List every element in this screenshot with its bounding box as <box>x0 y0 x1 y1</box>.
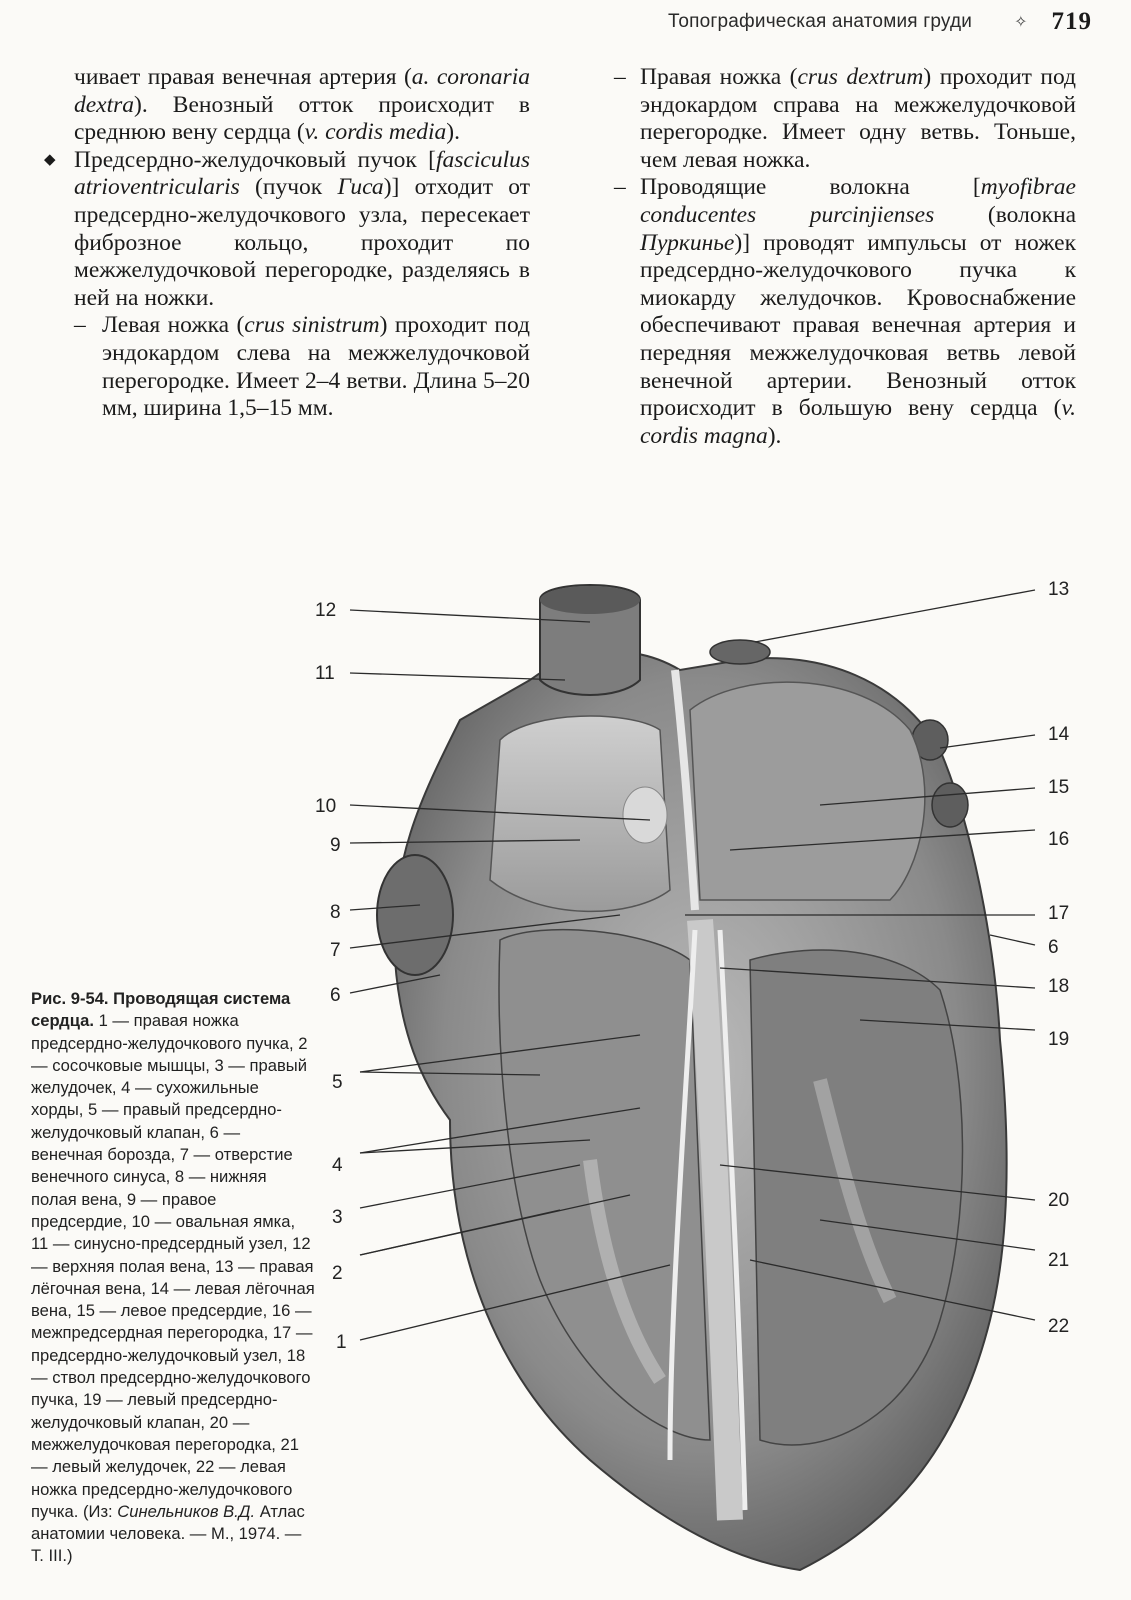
diamond-bullet-icon: ◆ <box>44 151 56 168</box>
dash-mark: – <box>614 174 626 201</box>
label-left: 8 <box>330 902 341 923</box>
caption-title: Рис. 9-54. Проводящая система сердца. <box>31 989 291 1031</box>
label-right: 14 <box>1048 724 1070 745</box>
label-left: 5 <box>332 1072 343 1093</box>
label-left: 1 <box>336 1332 347 1353</box>
inferior-vena-cava <box>377 855 453 975</box>
caption-body: 1 — правая ножка предсердно-желудочкового пучка, 2 — сосочковые мышцы, 3 — правый желудочек, 4 — сухожильные хорды, 5 — правый предсердно-желудочковый клапан, 6 — венечная борозда, 7 — отверстие венечного синуса, 8 — нижняя полая вена, 9 — правое предсердие, 10 — овальная ямка, 11 — синусно-предсердный узел, 12 — верхняя полая вена, 13 — правая лёгочная вена, 14 — левая лёгочная вена, 15 — левое предсердие, 16 — межпредсердная перегородка, 17 — предсердно-желудочковый узел, 18 — ствол предсердно-желудочкового пучка, 19 — левый предсердно-желудочковый клапан, 20 — межжелудочковая перегородка, 21 — левый желудочек, 22 — левая ножка предсердно-желудочкового пучка. (Из: Синельников В.Д. Атлас анатомии человека. — М., 1974. — Т. III.) <box>31 1011 315 1566</box>
dash-mark: – <box>74 312 86 339</box>
left-text-column <box>44 64 531 423</box>
label-right: 15 <box>1048 777 1070 798</box>
label-left: 12 <box>315 600 337 621</box>
label-right: 18 <box>1048 976 1070 997</box>
fossa-ovalis <box>623 787 667 843</box>
dash-text: Правая ножка (crus dextrum) проходит под эндокардом справа на межжелудочковой перегородке. Имеет одну ветвь. Тоньше, чем левая ножка. <box>640 64 1076 173</box>
running-header <box>612 4 1092 40</box>
label-left: 11 <box>315 663 335 684</box>
dash-paragraph <box>74 312 530 422</box>
running-title: Топографическая анатомия груди <box>668 11 973 32</box>
label-left: 3 <box>332 1207 343 1228</box>
figure-caption <box>31 988 315 1568</box>
label-right: 16 <box>1048 829 1070 850</box>
left-atrium <box>690 682 925 900</box>
page-number: 719 <box>1051 8 1092 35</box>
dash-text: Проводящие волокна [myofibrae conducentes purcinjienses (волокна Пуркинье)] проводят импульсы от ножек предсердно-желудочкового пучка к миокарду желудочков. Кровоснабжение обеспечивают правая венечная артерия и передняя межжелудочковая ветвь левой венечной артерии. Венозный отток происходит в большую вену сердца (v. cordis magna). <box>640 174 1077 449</box>
paragraph: чивает правая венечная артерия (a. coronaria dextra). Венозный отток происходит в среднюю вену сердца (v. cordis media). <box>74 64 530 146</box>
figure-labels-right <box>1048 579 1070 1337</box>
dash-paragraph <box>614 174 1076 450</box>
label-left: 7 <box>330 940 341 961</box>
label-left: 2 <box>332 1263 343 1284</box>
label-right: 17 <box>1048 903 1070 924</box>
label-right: 21 <box>1048 1250 1070 1271</box>
dash-mark: – <box>614 64 626 90</box>
bullet-paragraph <box>44 146 530 313</box>
right-text-column <box>614 64 1077 450</box>
label-right: 13 <box>1048 579 1070 600</box>
label-left: 6 <box>330 985 341 1006</box>
dash-text: Левая ножка (crus sinistrum) проходит под эндокардом слева на межжелудочковой перегородке. Имеет 2–4 ветви. Длина 5–20 мм, ширина 1,5–15 мм. <box>102 312 531 422</box>
bullet-text: Предсердно-желудочковый пучок [fasciculus atrioventricularis (пучок Гиса)] отходит от предсердно-желудочкового узла, пересекает фиброзное кольцо, проходит по межжелудочковой перегородке, разделяясь в ней на ножки. <box>74 146 530 311</box>
heart-illustration <box>300 560 1100 1600</box>
label-left: 9 <box>330 835 341 856</box>
label-left: 10 <box>315 796 337 817</box>
figure-labels-left <box>315 600 347 1353</box>
dash-paragraph <box>614 64 1076 174</box>
label-left: 4 <box>332 1155 343 1176</box>
label-right: 22 <box>1048 1316 1070 1337</box>
label-right: 19 <box>1048 1029 1070 1050</box>
label-right: 20 <box>1048 1190 1070 1211</box>
heart-drawing <box>300 560 1100 1600</box>
header-ornament: ✧ <box>1014 14 1028 31</box>
label-right: 6 <box>1048 937 1059 958</box>
right-pulmonary-vein <box>710 640 770 664</box>
